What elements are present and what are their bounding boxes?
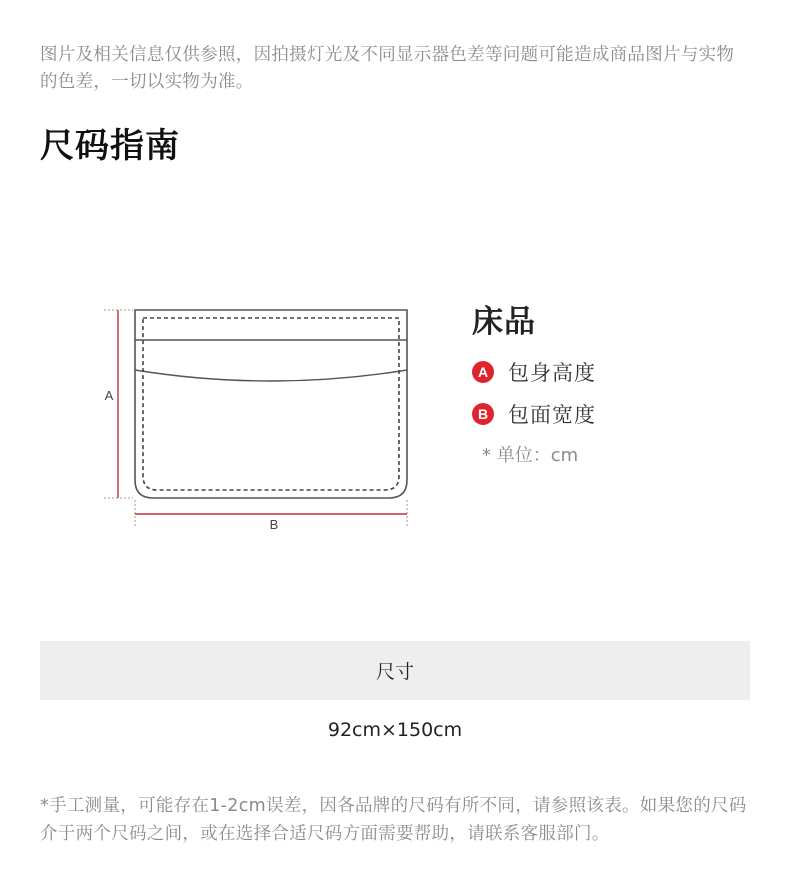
size-table-value: 92cm×150cm	[327, 719, 463, 741]
disclaimer-text: 图片及相关信息仅供参照，因拍摄灯光及不同显示器色差等问题可能造成商品图片与实物的色差，一切以实物为准。	[40, 45, 735, 92]
measurement-footnote: *手工测量，可能存在1-2cm误差，因各品牌的尺码有所不同，请参照该表。如果您的尺码介于两个尺码之间，或在选择合适尺码方面需要帮助，请联系客服部门。	[40, 796, 747, 844]
legend-title: 床品	[472, 304, 536, 340]
bag-outline-illustration	[96, 300, 426, 540]
bag-pocket-curve	[135, 370, 407, 381]
measure-a-label: A	[104, 388, 114, 403]
legend-item-b	[472, 401, 732, 427]
size-legend	[472, 296, 732, 467]
badge-a-icon: A	[472, 361, 494, 383]
legend-item-a	[472, 359, 732, 385]
size-table-header: 尺寸	[40, 641, 750, 700]
page-title: 尺码指南	[40, 126, 180, 166]
measure-b-label: B	[269, 517, 279, 532]
legend-label-b: 包面宽度	[508, 403, 596, 427]
badge-b-icon: B	[472, 403, 494, 425]
legend-unit: * 单位：cm	[482, 445, 579, 466]
bag-outer-outline	[135, 310, 407, 498]
size-diagram	[96, 300, 426, 540]
legend-label-a: 包身高度	[508, 361, 596, 385]
size-table	[40, 641, 750, 760]
bag-stitching	[143, 318, 399, 490]
